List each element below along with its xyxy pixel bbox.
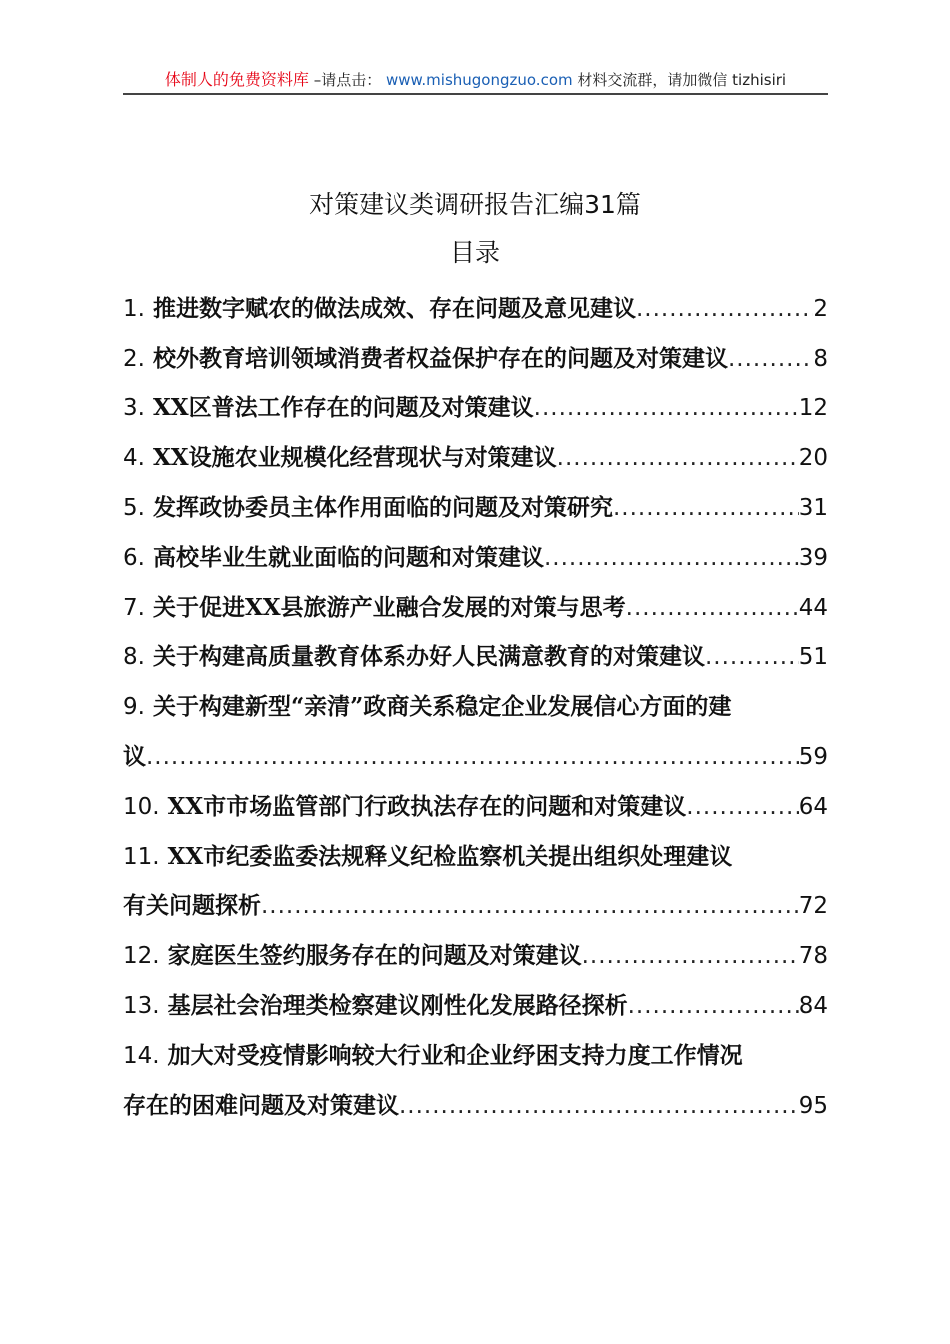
toc-number: 13.	[123, 993, 160, 1020]
dot-leader	[686, 787, 798, 827]
dot-leader	[557, 438, 799, 478]
toc-page: 20	[798, 445, 828, 472]
dot-leader	[705, 637, 799, 677]
toc-title: XX区普法工作存在的问题及对策建议	[152, 394, 534, 422]
header-divider	[123, 93, 828, 95]
toc-entry-9[interactable]	[123, 682, 828, 732]
dot-leader	[261, 886, 799, 926]
toc-page: 8	[813, 345, 828, 372]
table-of-contents	[123, 284, 828, 1131]
toc-title: 关于促进XX县旅游产业融合发展的对策与思考	[152, 593, 626, 621]
toc-page: 78	[798, 943, 828, 970]
toc-title: 校外教育培训领域消费者权益保护存在的问题及对策建议	[152, 344, 728, 372]
toc-entry-11-continued[interactable]	[123, 882, 828, 932]
dot-leader	[626, 588, 799, 628]
toc-number: 11.	[123, 843, 160, 870]
toc-entry-13[interactable]	[123, 981, 828, 1031]
toc-entry-14[interactable]	[123, 1031, 828, 1081]
toc-entry-12[interactable]	[123, 931, 828, 981]
toc-number: 5.	[123, 495, 145, 522]
toc-page: 31	[798, 495, 828, 522]
dot-leader	[146, 737, 799, 777]
document-title: 对策建议类调研报告汇编31篇	[309, 190, 641, 219]
toc-title: 发挥政协委员主体作用面临的问题及对策研究	[152, 494, 613, 522]
header-brand: 体制人的免费资料库	[164, 70, 309, 89]
dot-leader	[582, 936, 799, 976]
dot-leader	[728, 339, 813, 379]
toc-title: 推进数字赋农的做法成效、存在问题及意见建议	[152, 294, 636, 322]
header-note: 材料交流群，请加微信 tizhisiri	[577, 71, 787, 89]
toc-title: 基层社会治理类检察建议刚性化发展路径探析	[167, 992, 628, 1020]
toc-title: XX设施农业规模化经营现状与对策建议	[152, 444, 557, 472]
dot-leader	[544, 538, 799, 578]
toc-entry-3[interactable]	[123, 384, 828, 434]
toc-entry-11[interactable]	[123, 832, 828, 882]
toc-entry-8[interactable]	[123, 633, 828, 683]
toc-page: 51	[798, 644, 828, 671]
toc-entry-9-continued[interactable]	[123, 732, 828, 782]
toc-number: 4.	[123, 445, 145, 472]
toc-entry-6[interactable]	[123, 533, 828, 583]
toc-number: 12.	[123, 943, 160, 970]
toc-number: 1.	[123, 295, 145, 322]
toc-title: XX市市场监管部门行政执法存在的问题和对策建议	[167, 792, 687, 820]
toc-title: 家庭医生签约服务存在的问题及对策建议	[167, 942, 582, 970]
toc-page: 2	[813, 295, 828, 322]
toc-number: 9.	[123, 694, 145, 721]
toc-title: 议	[123, 743, 146, 771]
dot-leader	[399, 1086, 799, 1126]
toc-page: 95	[798, 1092, 828, 1119]
toc-entry-4[interactable]	[123, 433, 828, 483]
toc-number: 8.	[123, 644, 145, 671]
toc-title: 关于构建新型“亲清”政商关系稳定企业发展信心方面的建	[152, 693, 732, 721]
toc-heading: 目录	[449, 238, 500, 267]
dot-leader	[636, 289, 813, 329]
toc-page: 64	[798, 793, 828, 820]
toc-number: 3.	[123, 395, 145, 422]
toc-entry-7[interactable]	[123, 583, 828, 633]
toc-number: 6.	[123, 544, 145, 571]
header-prompt: –请点击：	[313, 71, 382, 89]
toc-page: 39	[798, 544, 828, 571]
toc-title: 高校毕业生就业面临的问题和对策建议	[152, 543, 544, 571]
toc-page: 84	[798, 993, 828, 1020]
dot-leader	[534, 388, 799, 428]
toc-entry-10[interactable]	[123, 782, 828, 832]
dot-leader	[628, 986, 799, 1026]
toc-title: 加大对受疫情影响较大行业和企业纾困支持力度工作情况	[167, 1041, 743, 1069]
toc-number: 14.	[123, 1042, 160, 1069]
toc-page: 59	[798, 744, 828, 771]
toc-number: 10.	[123, 793, 160, 820]
header-url-link[interactable]: www.mishugongzuo.com	[385, 71, 573, 89]
toc-number: 7.	[123, 594, 145, 621]
toc-title: 关于构建高质量教育体系办好人民满意教育的对策建议	[152, 643, 705, 671]
toc-title: XX市纪委监委法规释义纪检监察机关提出组织处理建议	[167, 842, 733, 870]
toc-entry-2[interactable]	[123, 334, 828, 384]
toc-entry-5[interactable]	[123, 483, 828, 533]
toc-page: 12	[798, 395, 828, 422]
dot-leader	[613, 488, 799, 528]
toc-page: 44	[798, 594, 828, 621]
toc-number: 2.	[123, 345, 145, 372]
toc-title: 有关问题探析	[123, 892, 261, 920]
page-header	[123, 70, 828, 94]
toc-page: 72	[798, 893, 828, 920]
toc-title: 存在的困难问题及对策建议	[123, 1091, 399, 1119]
toc-entry-1[interactable]	[123, 284, 828, 334]
toc-entry-14-continued[interactable]	[123, 1081, 828, 1131]
